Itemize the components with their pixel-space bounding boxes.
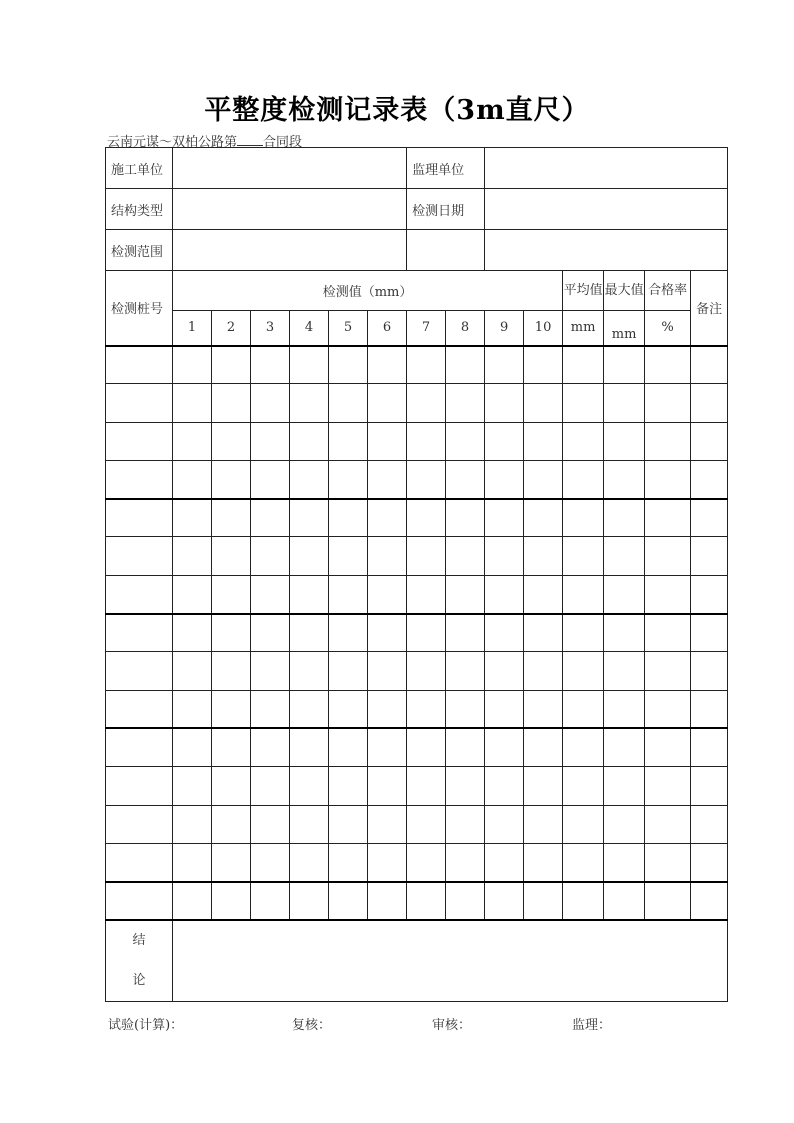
data-cell[interactable]	[446, 882, 485, 920]
info-value-cell[interactable]	[173, 148, 407, 189]
data-cell[interactable]	[368, 422, 407, 460]
data-cell[interactable]	[524, 422, 563, 460]
data-cell[interactable]	[173, 767, 212, 805]
max-unit-cell	[604, 311, 645, 346]
data-cell[interactable]	[290, 422, 329, 460]
data-row	[106, 728, 728, 766]
station-cell[interactable]	[106, 537, 173, 575]
data-cell[interactable]	[446, 575, 485, 613]
data-cell[interactable]	[290, 767, 329, 805]
data-cell[interactable]	[524, 652, 563, 690]
data-cell[interactable]	[368, 460, 407, 498]
info-label	[407, 230, 485, 271]
data-cell[interactable]	[645, 537, 691, 575]
data-cell[interactable]	[173, 843, 212, 881]
data-cell[interactable]	[407, 882, 446, 920]
station-cell[interactable]	[106, 422, 173, 460]
data-cell[interactable]	[563, 652, 604, 690]
data-cell[interactable]	[446, 460, 485, 498]
data-cell[interactable]	[563, 346, 604, 384]
data-cell[interactable]	[329, 882, 368, 920]
data-cell[interactable]	[691, 882, 728, 920]
data-cell[interactable]	[212, 422, 251, 460]
info-row	[106, 148, 728, 189]
data-cell[interactable]	[446, 843, 485, 881]
data-cell[interactable]	[446, 499, 485, 537]
data-cell[interactable]	[173, 384, 212, 422]
info-label: 监理单位	[407, 148, 485, 189]
data-cell[interactable]	[446, 384, 485, 422]
data-cell[interactable]	[368, 882, 407, 920]
data-cell[interactable]	[212, 499, 251, 537]
data-cell[interactable]	[485, 422, 524, 460]
data-cell[interactable]	[290, 882, 329, 920]
data-cell[interactable]	[329, 690, 368, 728]
pass-rate-unit: %	[645, 311, 691, 346]
data-cell[interactable]	[691, 614, 728, 652]
station-cell[interactable]	[106, 346, 173, 384]
data-cell[interactable]	[407, 652, 446, 690]
subtitle-suffix: 合同段	[263, 135, 303, 150]
data-cell[interactable]	[691, 652, 728, 690]
data-cell[interactable]	[691, 690, 728, 728]
data-cell[interactable]	[485, 346, 524, 384]
data-row	[106, 499, 728, 537]
data-cell[interactable]	[563, 728, 604, 766]
data-cell[interactable]	[446, 805, 485, 843]
data-cell[interactable]	[290, 614, 329, 652]
data-cell[interactable]	[645, 690, 691, 728]
data-cell[interactable]	[524, 843, 563, 881]
data-cell[interactable]	[563, 537, 604, 575]
data-cell[interactable]	[329, 652, 368, 690]
measure-header: 检测值（mm）	[173, 271, 563, 311]
station-cell[interactable]	[106, 690, 173, 728]
data-cell[interactable]	[290, 728, 329, 766]
data-cell[interactable]	[645, 384, 691, 422]
data-cell[interactable]	[173, 346, 212, 384]
conclusion-char: 结	[132, 933, 146, 949]
info-row	[106, 230, 728, 271]
data-cell[interactable]	[212, 575, 251, 613]
data-cell[interactable]	[691, 422, 728, 460]
data-cell[interactable]	[604, 767, 645, 805]
data-cell[interactable]	[691, 575, 728, 613]
data-cell[interactable]	[407, 384, 446, 422]
data-cell[interactable]	[645, 346, 691, 384]
data-cell[interactable]	[446, 422, 485, 460]
station-cell[interactable]	[106, 805, 173, 843]
column-number: 3	[251, 311, 290, 346]
data-cell[interactable]	[446, 537, 485, 575]
data-cell[interactable]	[407, 843, 446, 881]
data-cell[interactable]	[645, 882, 691, 920]
data-cell[interactable]	[212, 652, 251, 690]
max-header: 最大值	[604, 271, 645, 311]
data-cell[interactable]	[407, 690, 446, 728]
supervisor-signature: 监理：	[572, 1018, 612, 1033]
data-cell[interactable]	[604, 537, 645, 575]
station-cell[interactable]	[106, 843, 173, 881]
data-cell[interactable]	[290, 843, 329, 881]
data-row	[106, 537, 728, 575]
data-row	[106, 805, 728, 843]
data-cell[interactable]	[212, 346, 251, 384]
info-value-cell[interactable]	[485, 230, 728, 271]
data-cell[interactable]	[446, 690, 485, 728]
data-cell[interactable]	[368, 690, 407, 728]
data-cell[interactable]	[173, 537, 212, 575]
data-cell[interactable]	[691, 499, 728, 537]
station-cell[interactable]	[106, 575, 173, 613]
data-cell[interactable]	[290, 537, 329, 575]
data-row	[106, 767, 728, 805]
data-cell[interactable]	[691, 843, 728, 881]
data-cell[interactable]	[329, 537, 368, 575]
conclusion-label	[106, 920, 173, 1002]
data-cell[interactable]	[446, 767, 485, 805]
data-cell[interactable]	[212, 805, 251, 843]
info-label: 施工单位	[106, 148, 173, 189]
note-header: 备注	[691, 271, 728, 346]
data-cell[interactable]	[173, 460, 212, 498]
data-cell[interactable]	[290, 575, 329, 613]
subtitle-prefix: 云南元谋～双柏公路第	[107, 135, 238, 150]
data-cell[interactable]	[563, 575, 604, 613]
data-cell[interactable]	[173, 882, 212, 920]
info-value-cell[interactable]	[485, 189, 728, 230]
data-cell[interactable]	[407, 767, 446, 805]
data-cell[interactable]	[563, 843, 604, 881]
data-cell[interactable]	[251, 384, 290, 422]
info-label: 检测日期	[407, 189, 485, 230]
data-cell[interactable]	[645, 614, 691, 652]
data-row	[106, 422, 728, 460]
data-cell[interactable]	[212, 882, 251, 920]
data-cell[interactable]	[645, 499, 691, 537]
data-cell[interactable]	[691, 346, 728, 384]
data-cell[interactable]	[212, 384, 251, 422]
data-cell[interactable]	[524, 346, 563, 384]
station-cell[interactable]	[106, 767, 173, 805]
max-unit: mm	[611, 327, 637, 343]
data-cell[interactable]	[407, 537, 446, 575]
column-number: 4	[290, 311, 329, 346]
data-cell[interactable]	[604, 614, 645, 652]
data-cell[interactable]	[329, 805, 368, 843]
data-cell[interactable]	[368, 575, 407, 613]
data-cell[interactable]	[368, 614, 407, 652]
pass-rate-header: 合格率	[645, 271, 691, 311]
audit-signature: 审核：	[432, 1018, 472, 1033]
data-cell[interactable]	[604, 346, 645, 384]
data-cell[interactable]	[524, 767, 563, 805]
data-cell[interactable]	[407, 499, 446, 537]
data-cell[interactable]	[563, 767, 604, 805]
header-row	[106, 271, 728, 311]
data-cell[interactable]	[604, 422, 645, 460]
data-row	[106, 460, 728, 498]
data-cell[interactable]	[251, 690, 290, 728]
data-cell[interactable]	[691, 537, 728, 575]
data-cell[interactable]	[563, 690, 604, 728]
data-row	[106, 384, 728, 422]
data-cell[interactable]	[645, 767, 691, 805]
data-cell[interactable]	[251, 422, 290, 460]
data-cell[interactable]	[485, 690, 524, 728]
info-value-cell[interactable]	[173, 189, 407, 230]
data-cell[interactable]	[329, 346, 368, 384]
data-cell[interactable]	[485, 499, 524, 537]
data-cell[interactable]	[524, 575, 563, 613]
data-cell[interactable]	[212, 767, 251, 805]
data-cell[interactable]	[604, 882, 645, 920]
data-cell[interactable]	[212, 614, 251, 652]
data-cell[interactable]	[329, 460, 368, 498]
data-row	[106, 843, 728, 881]
data-cell[interactable]	[407, 460, 446, 498]
data-cell[interactable]	[604, 460, 645, 498]
data-cell[interactable]	[407, 575, 446, 613]
column-number: 7	[407, 311, 446, 346]
column-number: 6	[368, 311, 407, 346]
data-cell[interactable]	[485, 537, 524, 575]
review-signature: 复核：	[292, 1018, 332, 1033]
data-cell[interactable]	[368, 728, 407, 766]
inspection-table	[105, 147, 728, 1002]
data-cell[interactable]	[173, 575, 212, 613]
info-value-cell[interactable]	[173, 230, 407, 271]
data-cell[interactable]	[212, 843, 251, 881]
data-cell[interactable]	[604, 575, 645, 613]
data-row	[106, 882, 728, 920]
data-cell[interactable]	[212, 460, 251, 498]
data-cell[interactable]	[173, 690, 212, 728]
data-cell[interactable]	[604, 843, 645, 881]
column-number: 5	[329, 311, 368, 346]
data-cell[interactable]	[368, 805, 407, 843]
data-cell[interactable]	[290, 652, 329, 690]
data-cell[interactable]	[524, 690, 563, 728]
data-cell[interactable]	[485, 384, 524, 422]
data-cell[interactable]	[251, 346, 290, 384]
data-cell[interactable]	[251, 460, 290, 498]
data-cell[interactable]	[329, 499, 368, 537]
station-cell[interactable]	[106, 499, 173, 537]
header-subrow	[106, 311, 728, 346]
conclusion-value[interactable]	[173, 920, 728, 1002]
data-cell[interactable]	[251, 652, 290, 690]
column-number: 9	[485, 311, 524, 346]
data-cell[interactable]	[290, 690, 329, 728]
data-cell[interactable]	[446, 614, 485, 652]
data-cell[interactable]	[368, 652, 407, 690]
data-cell[interactable]	[368, 346, 407, 384]
station-cell[interactable]	[106, 460, 173, 498]
data-cell[interactable]	[173, 499, 212, 537]
data-cell[interactable]	[407, 728, 446, 766]
info-label: 检测范围	[106, 230, 173, 271]
data-cell[interactable]	[604, 690, 645, 728]
data-cell[interactable]	[251, 614, 290, 652]
test-calc-signature: 试验(计算)：	[108, 1018, 184, 1033]
data-cell[interactable]	[645, 805, 691, 843]
data-cell[interactable]	[563, 614, 604, 652]
data-cell[interactable]	[485, 882, 524, 920]
data-cell[interactable]	[251, 805, 290, 843]
station-header: 检测桩号	[106, 271, 173, 346]
column-number: 8	[446, 311, 485, 346]
data-cell[interactable]	[290, 346, 329, 384]
data-cell[interactable]	[524, 537, 563, 575]
data-cell[interactable]	[604, 728, 645, 766]
data-cell[interactable]	[645, 652, 691, 690]
data-cell[interactable]	[604, 652, 645, 690]
data-cell[interactable]	[563, 882, 604, 920]
data-cell[interactable]	[524, 728, 563, 766]
data-row	[106, 652, 728, 690]
data-cell[interactable]	[407, 805, 446, 843]
data-cell[interactable]	[446, 346, 485, 384]
data-cell[interactable]	[251, 767, 290, 805]
data-cell[interactable]	[290, 499, 329, 537]
data-cell[interactable]	[329, 575, 368, 613]
data-cell[interactable]	[329, 843, 368, 881]
data-cell[interactable]	[446, 728, 485, 766]
info-label: 结构类型	[106, 189, 173, 230]
contract-number-blank[interactable]	[237, 133, 263, 146]
data-cell[interactable]	[290, 384, 329, 422]
data-cell[interactable]	[446, 652, 485, 690]
data-cell[interactable]	[368, 843, 407, 881]
page-title: 平整度检测记录表（3m直尺）	[204, 95, 590, 126]
data-cell[interactable]	[329, 422, 368, 460]
data-cell[interactable]	[645, 460, 691, 498]
data-cell[interactable]	[563, 422, 604, 460]
data-cell[interactable]	[212, 690, 251, 728]
data-cell[interactable]	[485, 843, 524, 881]
data-cell[interactable]	[691, 767, 728, 805]
data-cell[interactable]	[368, 384, 407, 422]
data-cell[interactable]	[173, 652, 212, 690]
data-cell[interactable]	[368, 499, 407, 537]
data-cell[interactable]	[645, 422, 691, 460]
data-cell[interactable]	[368, 767, 407, 805]
data-cell[interactable]	[485, 460, 524, 498]
station-cell[interactable]	[106, 652, 173, 690]
data-cell[interactable]	[485, 575, 524, 613]
data-cell[interactable]	[251, 843, 290, 881]
data-cell[interactable]	[691, 728, 728, 766]
data-cell[interactable]	[604, 499, 645, 537]
data-row	[106, 575, 728, 613]
data-cell[interactable]	[251, 575, 290, 613]
conclusion-char: 论	[132, 973, 146, 989]
data-cell[interactable]	[290, 805, 329, 843]
data-cell[interactable]	[368, 537, 407, 575]
data-cell[interactable]	[645, 843, 691, 881]
data-cell[interactable]	[524, 499, 563, 537]
data-cell[interactable]	[645, 575, 691, 613]
data-cell[interactable]	[173, 805, 212, 843]
data-cell[interactable]	[485, 767, 524, 805]
data-cell[interactable]	[485, 805, 524, 843]
avg-header: 平均值	[563, 271, 604, 311]
data-cell[interactable]	[329, 614, 368, 652]
avg-unit: mm	[563, 311, 604, 346]
data-cell[interactable]	[524, 460, 563, 498]
data-cell[interactable]	[524, 805, 563, 843]
data-cell[interactable]	[691, 460, 728, 498]
data-cell[interactable]	[173, 728, 212, 766]
station-cell[interactable]	[106, 384, 173, 422]
data-cell[interactable]	[251, 728, 290, 766]
info-value-cell[interactable]	[485, 148, 728, 189]
data-cell[interactable]	[485, 728, 524, 766]
data-cell[interactable]	[563, 460, 604, 498]
station-cell[interactable]	[106, 614, 173, 652]
data-row	[106, 346, 728, 384]
data-cell[interactable]	[485, 614, 524, 652]
data-cell[interactable]	[563, 805, 604, 843]
conclusion-row	[106, 920, 728, 1002]
data-cell[interactable]	[524, 614, 563, 652]
station-cell[interactable]	[106, 728, 173, 766]
data-cell[interactable]	[524, 882, 563, 920]
data-cell[interactable]	[329, 767, 368, 805]
data-cell[interactable]	[329, 384, 368, 422]
data-cell[interactable]	[251, 499, 290, 537]
data-cell[interactable]	[329, 728, 368, 766]
data-cell[interactable]	[691, 384, 728, 422]
data-cell[interactable]	[290, 460, 329, 498]
data-cell[interactable]	[563, 384, 604, 422]
data-cell[interactable]	[407, 422, 446, 460]
data-cell[interactable]	[485, 652, 524, 690]
column-number: 10	[524, 311, 563, 346]
data-row	[106, 690, 728, 728]
column-number: 1	[173, 311, 212, 346]
data-cell[interactable]	[645, 728, 691, 766]
data-cell[interactable]	[407, 346, 446, 384]
data-cell[interactable]	[691, 805, 728, 843]
column-number: 2	[212, 311, 251, 346]
data-cell[interactable]	[173, 614, 212, 652]
station-cell[interactable]	[106, 882, 173, 920]
data-cell[interactable]	[563, 499, 604, 537]
data-cell[interactable]	[524, 384, 563, 422]
data-cell[interactable]	[212, 537, 251, 575]
data-row	[106, 614, 728, 652]
info-row	[106, 189, 728, 230]
data-cell[interactable]	[407, 614, 446, 652]
data-cell[interactable]	[212, 728, 251, 766]
data-cell[interactable]	[604, 805, 645, 843]
data-cell[interactable]	[251, 537, 290, 575]
data-cell[interactable]	[604, 384, 645, 422]
data-cell[interactable]	[251, 882, 290, 920]
data-cell[interactable]	[173, 422, 212, 460]
